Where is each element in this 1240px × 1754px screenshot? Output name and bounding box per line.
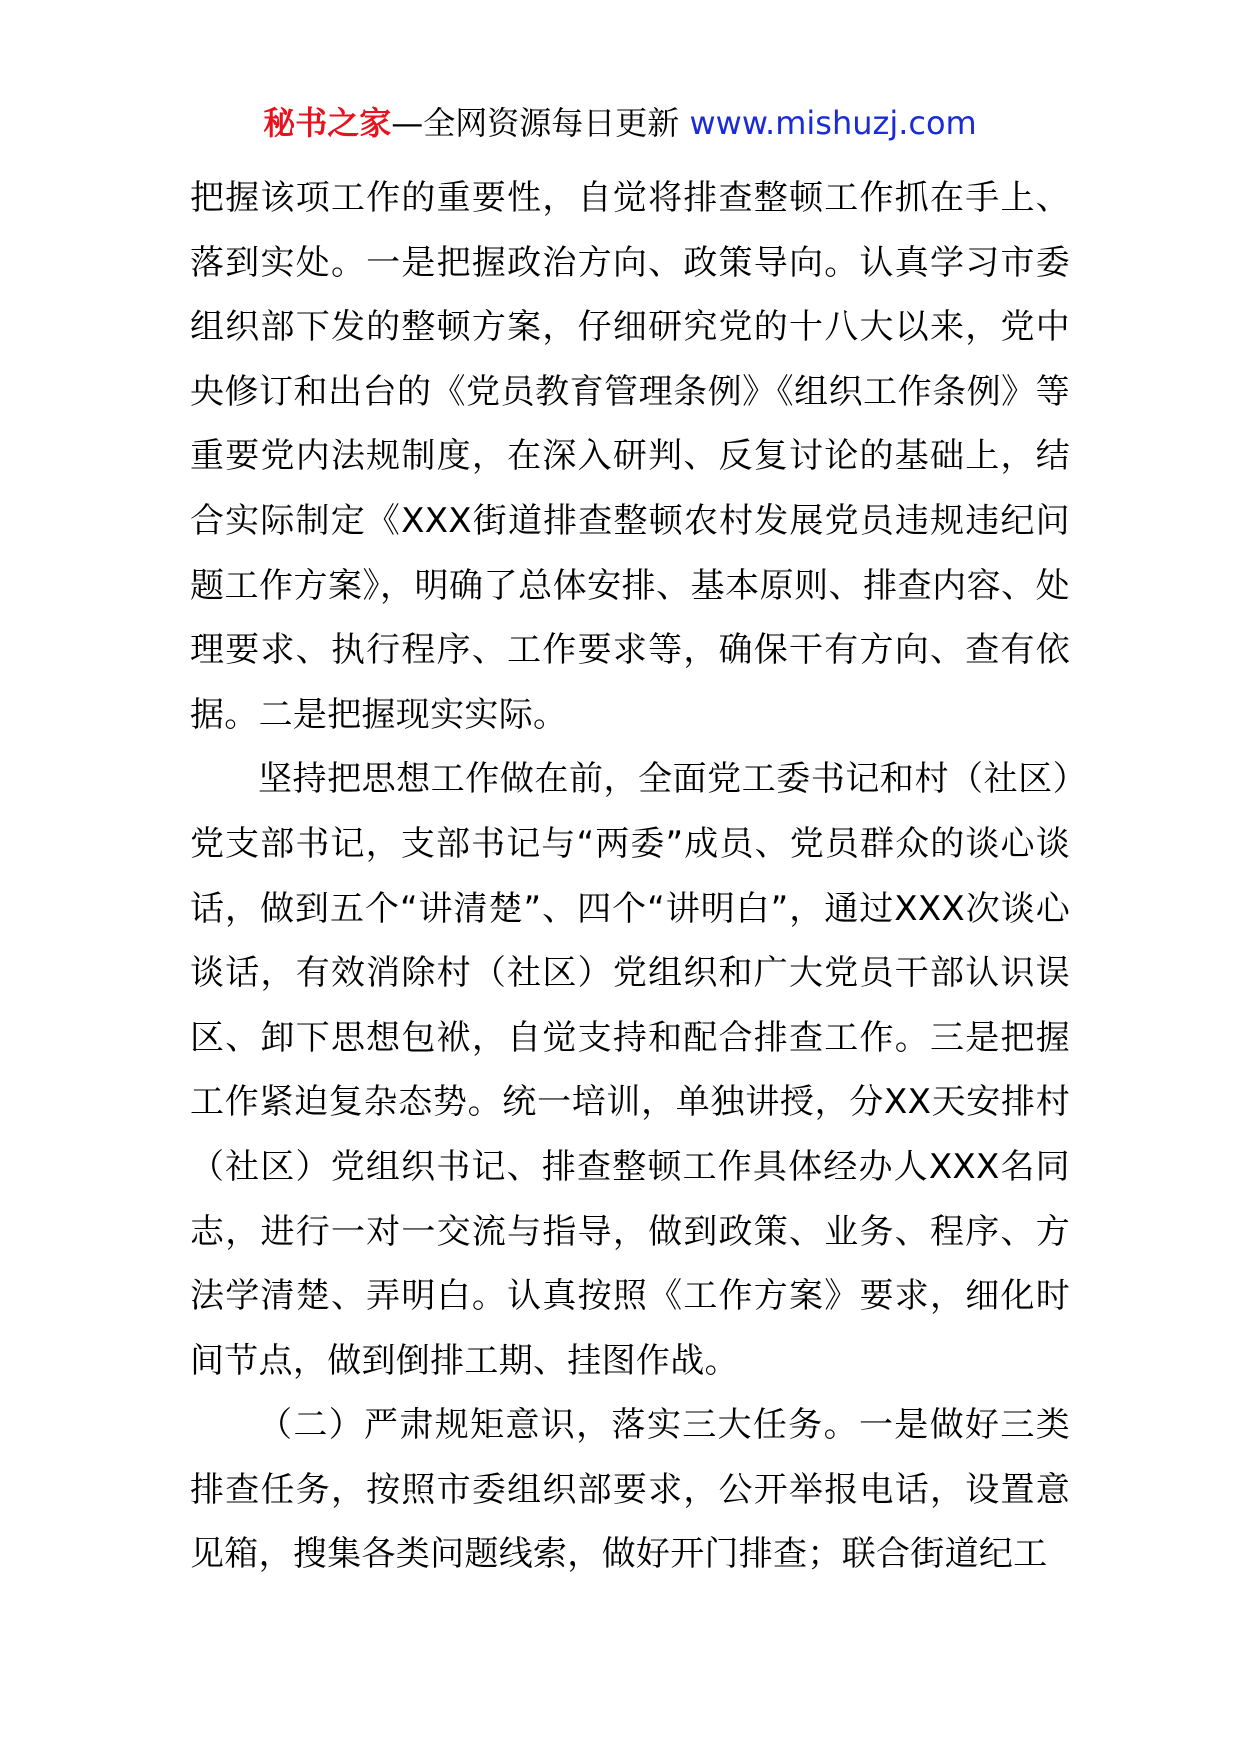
header-tagline: —全网资源每日更新: [391, 104, 690, 142]
brand-name: 秘书之家: [263, 104, 392, 142]
document-body: [190, 166, 1070, 1587]
paragraph-1: 把握该项工作的重要性，自觉将排查整顿工作抓在手上、落到实处。一是把握政治方向、政策导向。认真学习市委组织部下发的整顿方案，仔细研究党的十八大以来，党中央修订和出台的《党员教育管理条例》《组织工作条例》等重要党内法规制度，在深入研判、反复讨论的基础上，结合实际制定《XXX街道排查整顿农村发展党员违规违纪问题工作方案》，明确了总体安排、基本原则、排查内容、处理要求、执行程序、工作要求等，确保干有方向、查有依据。二是把握现实实际。: [190, 178, 1070, 735]
paragraph-2: 坚持把思想工作做在前，全面党工委书记和村（社区）党支部书记，支部书记与“两委”成员、党员群众的谈心谈话，做到五个“讲清楚”、四个“讲明白”，通过XXX次谈心谈话，有效消除村（社区）党组织和广大党员干部认识误区、卸下思想包袱，自觉支持和配合排查工作。三是把握工作紧迫复杂态势。统一培训，单独讲授，分XX天安排村（社区）党组织书记、排查整顿工作具体经办人XXX名同志，进行一对一交流与指导，做到政策、业务、程序、方法学清楚、弄明白。认真按照《工作方案》要求，细化时间节点，做到倒排工期、挂图作战。: [190, 759, 1070, 1381]
page-header: [0, 100, 1240, 146]
paragraph-3: （二）严肃规矩意识，落实三大任务。一是做好三类排查任务，按照市委组织部要求，公开举报电话，设置意见箱，搜集各类问题线索，做好开门排查；联合街道纪工: [190, 1405, 1070, 1575]
website-link[interactable]: www.mishuzj.com: [689, 104, 977, 142]
